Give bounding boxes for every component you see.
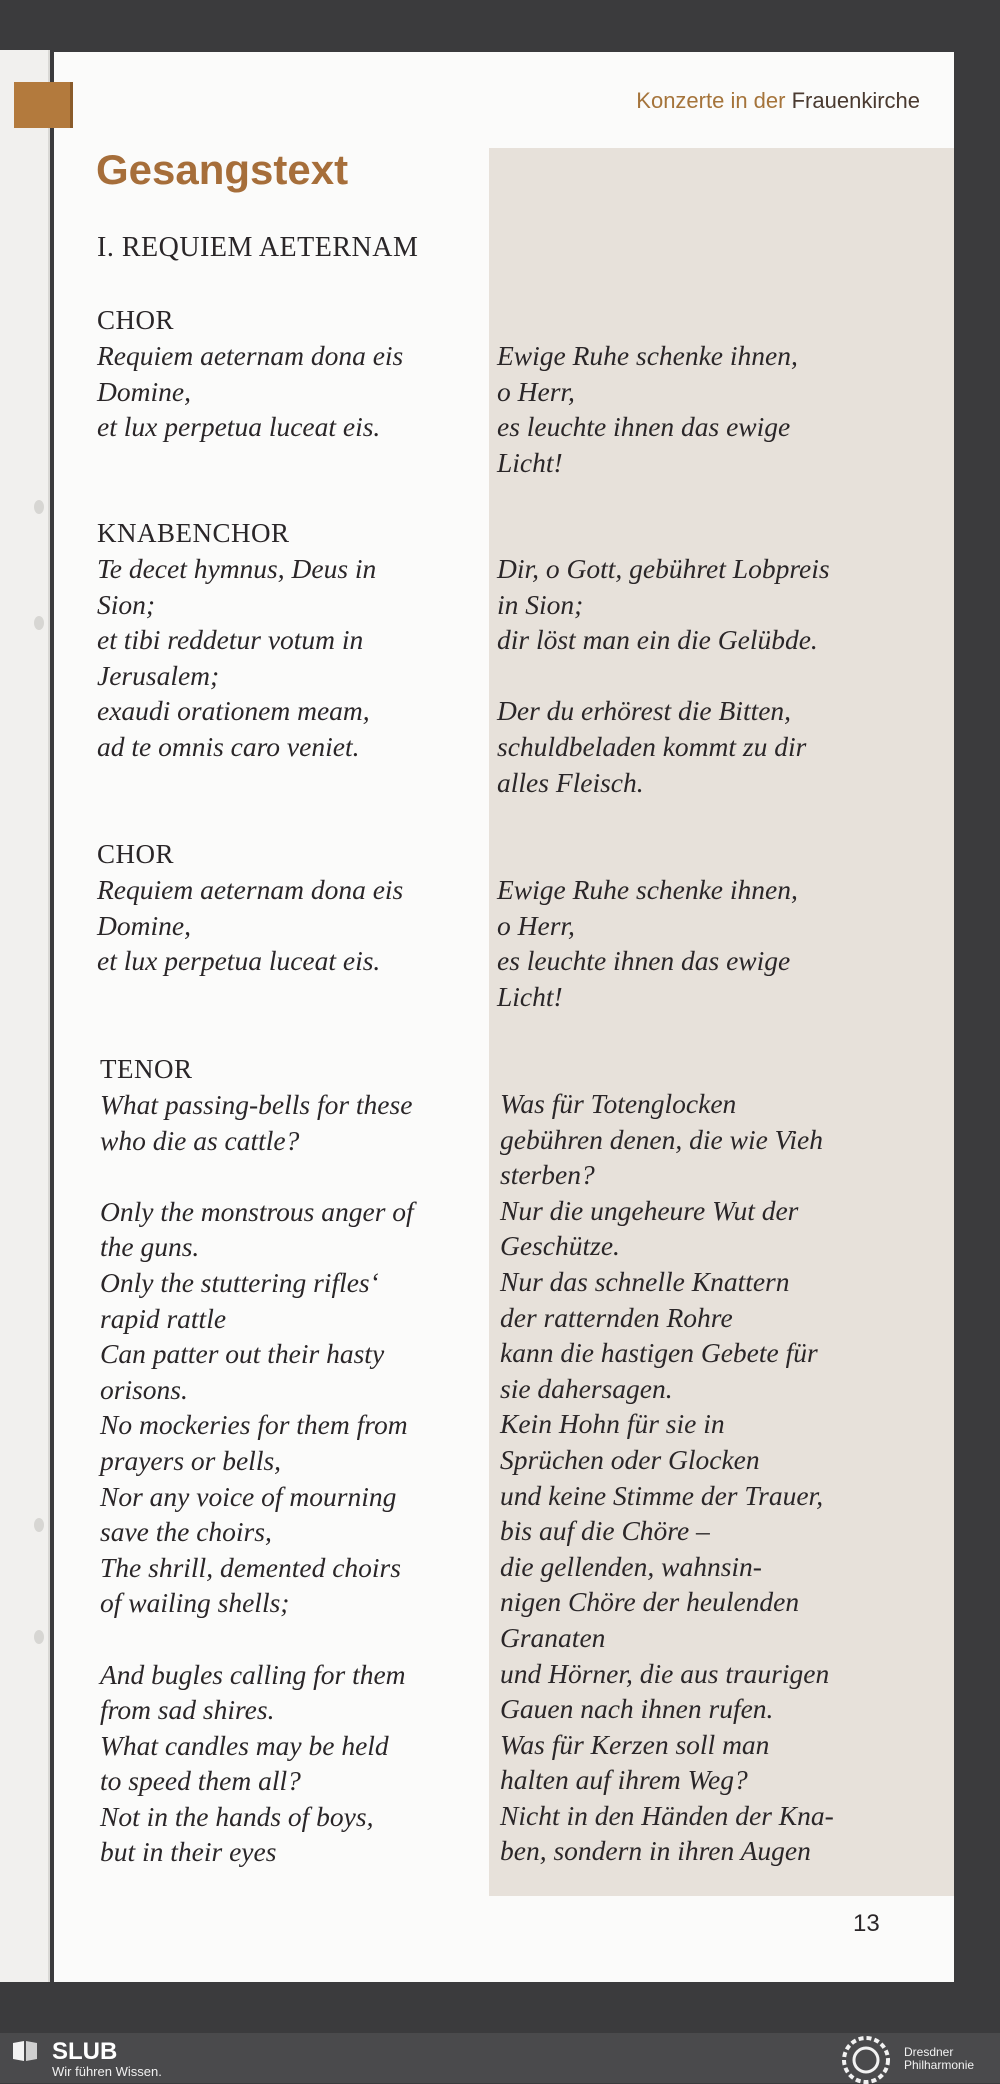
book-icon[interactable] xyxy=(12,2040,38,2062)
stanza-gap xyxy=(100,1158,490,1194)
german-line: Dir, o Gott, gebühret Lobpreis xyxy=(497,553,830,584)
header-main: Frauenkirche xyxy=(791,88,920,113)
english-line: Only the stuttering rifles‘ xyxy=(100,1266,379,1298)
german-line: sie dahersagen. xyxy=(500,1372,673,1404)
german-line: dir löst man ein die Gelübde. xyxy=(497,624,818,656)
header-accent: Konzerte in der xyxy=(636,88,786,113)
german-line: halten auf ihrem Weg? xyxy=(500,1764,748,1796)
german-line: Kein Hohn für sie in xyxy=(500,1408,725,1440)
library-name[interactable]: SLUB xyxy=(52,2038,118,2065)
binding-hole xyxy=(34,616,44,630)
role-label: CHOR xyxy=(97,305,175,335)
latin-line: et tibi reddetur votum in xyxy=(97,624,364,656)
latin-line: et lux perpetua luceat eis. xyxy=(97,945,381,977)
english-line: who die as cattle? xyxy=(100,1124,300,1156)
english-line: but in their eyes xyxy=(100,1836,277,1868)
latin-block-chor-repeat xyxy=(97,837,487,979)
latin-block-chor xyxy=(97,303,487,445)
english-line: No mockeries for them from xyxy=(100,1409,408,1441)
latin-line: Requiem aeternam dona eis xyxy=(97,340,404,371)
latin-line: Domine, xyxy=(97,375,191,407)
english-line: Not in the hands of boys, xyxy=(100,1800,374,1832)
german-block-chor-repeat xyxy=(497,872,917,1014)
previous-page-edge xyxy=(0,50,50,1982)
german-line: ben, sondern in ihren Augen xyxy=(500,1835,811,1867)
role-label: CHOR xyxy=(97,839,175,869)
english-line: The shrill, demented choirs xyxy=(100,1551,401,1583)
english-line: prayers or bells, xyxy=(100,1444,282,1476)
binding-hole xyxy=(34,1518,44,1532)
english-line: Can patter out their hasty xyxy=(100,1338,385,1370)
section-tab-marker xyxy=(14,82,73,128)
german-line: schuldbeladen kommt zu dir xyxy=(497,730,807,762)
english-block-tenor xyxy=(100,1052,490,1870)
stanza-gap xyxy=(497,658,917,694)
german-line: Geschütze. xyxy=(500,1230,620,1262)
german-line: Nur das schnelle Knattern xyxy=(500,1265,790,1297)
german-block-knabenchor xyxy=(497,551,917,800)
latin-line: Domine, xyxy=(97,909,191,941)
german-line: Nicht in den Händen der Kna- xyxy=(500,1799,834,1831)
german-line: bis auf die Chöre – xyxy=(500,1515,710,1547)
role-label: TENOR xyxy=(100,1054,193,1084)
german-line: es leuchte ihnen das ewige xyxy=(497,411,791,443)
latin-line: Sion; xyxy=(97,588,156,620)
german-line: Was für Kerzen soll man xyxy=(500,1728,770,1760)
german-line: Der du erhörest die Bitten, xyxy=(497,695,792,727)
library-tagline: Wir führen Wissen. xyxy=(52,2064,162,2079)
german-line: o Herr, xyxy=(497,375,575,407)
german-line: gebühren denen, die wie Vieh xyxy=(500,1123,824,1155)
german-line: und keine Stimme der Trauer, xyxy=(500,1479,824,1511)
german-line: Nur die ungeheure Wut der xyxy=(500,1194,799,1226)
german-line: Sprüchen oder Glocken xyxy=(500,1443,760,1475)
section-title: I. REQUIEM AETERNAM xyxy=(97,232,419,263)
english-line: Only the monstrous anger of xyxy=(100,1195,414,1227)
latin-line: Requiem aeternam dona eis xyxy=(97,874,404,905)
binding-hole xyxy=(34,1630,44,1644)
partner-name xyxy=(904,2046,974,2072)
latin-line: Te decet hymnus, Deus in xyxy=(97,553,377,584)
role-label: KNABENCHOR xyxy=(97,518,290,548)
german-line: Licht! xyxy=(497,980,563,1012)
latin-block-knabenchor xyxy=(97,516,487,765)
german-line: Gauen nach ihnen rufen. xyxy=(500,1693,774,1725)
english-line: the guns. xyxy=(100,1231,200,1263)
latin-line: ad te omnis caro veniet. xyxy=(97,730,360,762)
german-block-tenor xyxy=(500,1086,920,1869)
german-line: es leuchte ihnen das ewige xyxy=(497,945,791,977)
english-line: Nor any voice of mourning xyxy=(100,1480,397,1512)
german-line: und Hörner, die aus traurigen xyxy=(500,1657,830,1689)
german-line: die gellenden, wahnsin- xyxy=(500,1550,762,1582)
page-title: Gesangstext xyxy=(96,146,349,193)
latin-line: Jerusalem; xyxy=(97,659,220,691)
english-line: from sad shires. xyxy=(100,1694,275,1726)
english-line: of wailing shells; xyxy=(100,1587,290,1619)
german-line: Was für Totenglocken xyxy=(500,1088,737,1119)
english-line: And bugles calling for them xyxy=(100,1658,406,1690)
running-header xyxy=(636,88,920,114)
german-block-chor xyxy=(497,338,917,480)
german-line: o Herr, xyxy=(497,909,575,941)
latin-line: exaudi orationem meam, xyxy=(97,695,370,727)
german-line: Ewige Ruhe schenke ihnen, xyxy=(497,340,798,371)
partner-name-line2: Philharmonie xyxy=(904,2058,975,2072)
german-line: Granaten xyxy=(500,1621,606,1653)
german-line: Ewige Ruhe schenke ihnen, xyxy=(497,874,798,905)
german-line: Licht! xyxy=(497,446,563,478)
english-line: to speed them all? xyxy=(100,1765,301,1797)
dresdner-philharmonie-logo[interactable] xyxy=(842,2036,890,2084)
german-line: alles Fleisch. xyxy=(497,766,644,798)
english-line: save the choirs, xyxy=(100,1516,272,1548)
english-line: rapid rattle xyxy=(100,1302,227,1334)
stanza-gap xyxy=(100,1621,490,1657)
latin-line: et lux perpetua luceat eis. xyxy=(97,411,381,443)
english-line: What passing-bells for these xyxy=(100,1089,413,1120)
page-number: 13 xyxy=(853,1910,880,1937)
english-line: orisons. xyxy=(100,1373,188,1405)
german-line: kann die hastigen Gebete für xyxy=(500,1337,818,1369)
english-line: What candles may be held xyxy=(100,1729,389,1761)
german-line: sterben? xyxy=(500,1159,595,1191)
binding-hole xyxy=(34,500,44,514)
german-line: der ratternden Rohre xyxy=(500,1301,733,1333)
partner-name-line1: Dresdner xyxy=(904,2045,954,2059)
german-line: in Sion; xyxy=(497,588,584,620)
german-line: nigen Chöre der heulenden xyxy=(500,1586,800,1618)
